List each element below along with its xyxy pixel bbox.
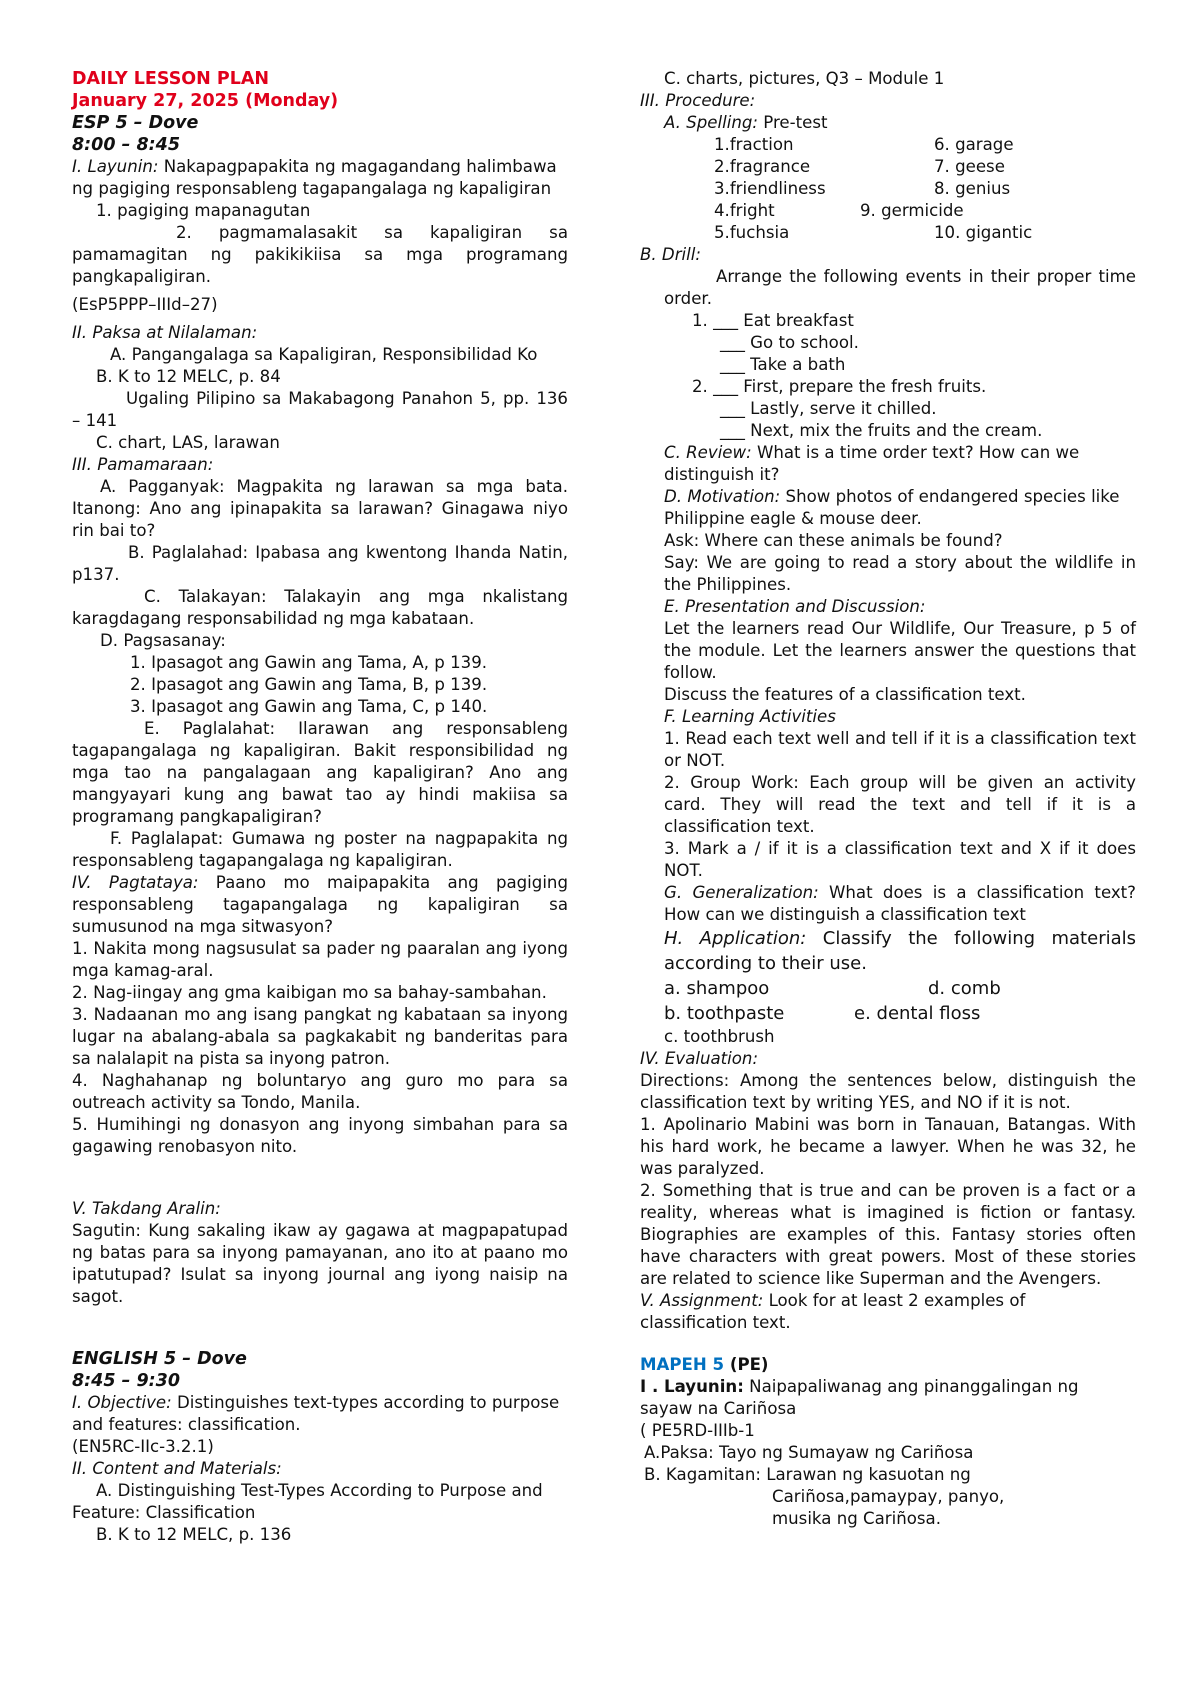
english-objective [72,1392,568,1436]
esp-pam-a: A. Pagganyak: Magpakita ng larawan sa mga bata. Itanong: Ano ang ipinapakita sa larawan? Ginagawa niyo rin bai to? [72,477,568,540]
english-learning-activities-label: F. Learning Activities [664,707,836,726]
english-say: Say: We are going to read a story about the wildlife in the Philippines. [664,553,1136,594]
english-review [640,442,1136,486]
english-ask: Ask: Where can these animals be found? [664,531,1003,550]
english-content-c: C. charts, pictures, Q3 – Module 1 [664,69,945,88]
spelling-row [640,156,1136,178]
esp-pagtataya [72,872,568,938]
esp-pam-d1: 1. Ipasagot ang Gawin ang Tama, A, p 139. [130,653,488,672]
esp-sit-1: 1. Nakita mong nagsusulat sa pader ng paaralan ang iyong mga kamag-aral. [72,939,568,980]
esp-sit-4: 4. Naghahanap ng boluntaryo ang guro mo para sa outreach activity sa Tondo, Manila. [72,1071,568,1112]
spelling-word: 6. garage [934,135,1014,154]
english-application-text: Classify the following materials according to their use. [664,928,1136,974]
english-eval-1: 1. Apolinario Mabini was born in Tanauan, Batangas. With his hard work, he became a lawyer. When he was 32, he was paralyzed. [640,1115,1136,1178]
english-code: (EN5RC-IIc-3.2.1) [72,1437,214,1456]
document-title: DAILY LESSON PLAN [72,69,270,89]
english-subject: ENGLISH 5 – Dove [72,1349,247,1369]
english-generalization-text: What does is a classification text? How can we distinguish a classification text [664,883,1136,924]
spelling-word: 9. germicide [860,201,964,220]
application-item: c. toothbrush [664,1027,775,1046]
english-drill-1b: ___ Go to school. [720,333,859,352]
mapeh-kagamitan-3: musika ng Cariñosa. [772,1509,941,1528]
english-motivation [640,486,1136,530]
english-generalization-label: G. Generalization: [664,883,819,902]
english-drill-2c: ___ Next, mix the fruits and the cream. [720,421,1043,440]
esp-layunin-2: 2. pagmamalasakit sa kapaligiran sa pamamagitan ng pakikikiisa sa mga programang pangkapaligiran. [72,223,568,286]
english-drill-2a: 2. ___ First, prepare the fresh fruits. [692,377,987,396]
spelling-row [640,200,1136,222]
esp-time: 8:00 – 8:45 [72,135,180,155]
english-spelling-label: A. Spelling: [664,113,758,132]
application-item: b. toothpaste [664,1003,785,1024]
esp-pam-d: D. Pagsasanay: [100,631,226,650]
english-application-label: H. Application: [664,928,807,949]
mapeh-subject [640,1354,1136,1376]
spelling-row [640,178,1136,200]
esp-layunin-label: I. Layunin: [72,157,159,176]
english-motivation-label: D. Motivation: [664,487,781,506]
esp-pagtataya-label: IV. Pagtataya: [72,873,199,892]
spelling-word: 8. genius [934,179,1011,198]
esp-subject: ESP 5 – Dove [72,113,199,133]
english-review-label: C. Review: [664,443,752,462]
spelling-row [640,134,1136,156]
english-content-label: II. Content and Materials: [72,1459,282,1478]
english-content-b: B. K to 12 MELC, p. 136 [96,1525,292,1544]
application-item: e. dental floss [854,1003,981,1024]
mapeh-subject-name: MAPEH 5 [640,1355,725,1374]
spelling-word: 4.fright [714,201,775,220]
english-la-2: 2. Group Work: Each group will be given an activity card. They will read the text and tell if it is a classification text. [664,773,1136,836]
english-generalization [640,882,1136,926]
english-objective-text: Distinguishes text-types according to purpose and features: classification. [72,1393,560,1434]
esp-layunin [72,156,568,200]
english-application [640,926,1136,976]
spelling-word: 10. gigantic [934,223,1033,242]
esp-pam-f: F. Paglalapat: Gumawa ng poster na nagpapakita ng responsableng tagapangalaga ng kapaligiran. [72,829,568,870]
spelling-word: 2.fragrance [714,157,811,176]
english-la-3: 3. Mark a / if it is a classification text and X if it does NOT. [664,839,1136,880]
esp-pam-d2: 2. Ipasagot ang Gawin ang Tama, B, p 139. [130,675,488,694]
english-drill-label: B. Drill: [640,245,701,264]
esp-code: (EsP5PPP–IIId–27) [72,295,218,314]
english-drill-2b: ___ Lastly, serve it chilled. [720,399,937,418]
english-motivation-text: Show photos of endangered species like Philippine eagle & mouse deer. [664,487,1120,528]
esp-pam-d3: 3. Ipasagot ang Gawin ang Tama, C, p 140. [130,697,488,716]
english-presentation-label: E. Presentation and Discussion: [664,597,926,616]
spelling-word: 5.fuchsia [714,223,790,242]
mapeh-code: ( PE5RD-IIIb-1 [640,1421,755,1440]
mapeh-layunin-label: I . Layunin: [640,1377,744,1396]
mapeh-kagamitan-2: Cariñosa,pamaypay, panyo, [772,1487,1005,1506]
esp-sit-2: 2. Nag-iingay ang gma kaibigan mo sa bahay-sambahan. [72,983,547,1002]
application-item: a. shampoo [664,978,770,999]
english-time: 8:45 – 9:30 [72,1371,180,1391]
esp-layunin-1: 1. pagiging mapanagutan [96,201,311,220]
mapeh-layunin-text: Naipapaliwanag ang pinanggalingan ng sayaw na Cariñosa [640,1377,1079,1418]
mapeh-paksa: A.Paksa: Tayo ng Sumayaw ng Cariñosa [644,1443,974,1462]
application-item: d. comb [928,978,1001,999]
english-objective-label: I. Objective: [72,1393,172,1412]
english-procedure-label: III. Procedure: [640,91,756,110]
spelling-row [640,222,1136,244]
left-column [72,68,568,1546]
english-eval-2: 2. Something that is true and can be proven is a fact or a reality, whereas what is imagined is fiction or fantasy. Biographies are examples of this. Fantasy stories often have characters with great powers. Most of these stories are related to science like Superman and the Avengers. [640,1181,1136,1288]
esp-takdang-text: Sagutin: Kung sakaling ikaw ay gagawa at magpapatupad ng batas para sa inyong pamayanan, ano ito at paano mo ipatutupad? Isulat sa inyong journal ang iyong naisip na sagot. [72,1221,568,1306]
english-spelling-text: Pre-test [757,113,828,132]
application-row [640,1001,1136,1026]
english-spelling [640,112,1136,134]
esp-sit-5: 5. Humihingi ng donasyon ang inyong simbahan para sa gagawing renobasyon nito. [72,1115,568,1156]
esp-pam-b: B. Paglalahad: Ipabasa ang kwentong Ihanda Natin, p137. [72,543,568,584]
mapeh-kagamitan-label: B. Kagamitan [644,1465,756,1484]
english-assignment-label: V. Assignment: [640,1291,764,1310]
english-evaluation-text: Directions: Among the sentences below, distinguish the classification text by writing YES, and NO if it is not. [640,1071,1136,1112]
english-evaluation-label: IV. Evaluation: [640,1049,759,1068]
english-presentation-text: Let the learners read Our Wildlife, Our Treasure, p 5 of the module. Let the learners answer the questions that follow. [664,619,1136,682]
esp-pam-e: E. Paglalahat: Ilarawan ang responsableng tagapangalaga ng kapaligiran. Bakit responsibilidad ng mga tao na pangalagaan ang kapaligiran? Ano ang mangyayari kung ang bawat tao ay hindi makiisa sa programang pangkapaligiran? [72,719,568,826]
esp-paksa-c: C. chart, LAS, larawan [96,433,280,452]
mapeh-kagamitan [640,1464,1136,1486]
esp-pagtataya-text: Paano mo maipapakita ang pagiging responsableng tagapangalaga ng kapaligiran sa sumusunod na mga sitwasyon? [72,873,568,936]
english-la-1: 1. Read each text well and tell if it is a classification text or NOT. [664,729,1136,770]
esp-paksa-label: II. Paksa at Nilalaman: [72,323,258,342]
english-content-a: A. Distinguishing Test-Types According to Purpose and Feature: Classification [72,1481,543,1522]
english-assignment [640,1290,1136,1334]
esp-pamamaraan-label: III. Pamamaraan: [72,455,214,474]
english-presentation-text2: Discuss the features of a classification text. [664,685,1026,704]
esp-pam-c: C. Talakayan: Talakayin ang mga nkalistang karagdagang responsabilidad ng mga kabataan. [72,587,568,628]
application-row [640,976,1136,1001]
esp-paksa-b: B. K to 12 MELC, p. 84 [96,367,281,386]
mapeh-subject-tag: (PE) [724,1355,769,1374]
right-column [640,68,1136,1530]
esp-paksa-a: A. Pangangalaga sa Kapaligiran, Responsibilidad Ko [110,345,538,364]
mapeh-layunin [640,1376,1136,1420]
lesson-date: January 27, 2025 (Monday) [72,91,339,111]
english-review-text: What is a time order text? How can we distinguish it? [664,443,1080,484]
english-drill-text: Arrange the following events in their proper time order. [664,267,1136,308]
english-assignment-text: Look for at least 2 examples of classification text. [640,1291,1026,1332]
esp-layunin-text: Nakapagpapakita ng magagandang halimbawa ng pagiging responsableng tagapangalaga ng kapaligiran [72,157,557,198]
spelling-word: 3.friendliness [714,179,826,198]
esp-takdang-label: V. Takdang Aralin: [72,1199,221,1218]
esp-sit-3: 3. Nadaanan mo ang isang pangkat ng kabataan sa inyong lugar na abalang-abala sa pagkakabit ng banderitas para sa nalalapit na pista sa inyong patron. [72,1005,568,1068]
english-drill-1a: 1. ___ Eat breakfast [692,311,854,330]
spelling-word: 7. geese [934,157,1005,176]
spelling-word: 1.fraction [714,135,794,154]
english-drill-1c: ___ Take a bath [720,355,846,374]
mapeh-kagamitan-text: : Larawan ng kasuotan ng [755,1465,971,1484]
esp-paksa-b2: Ugaling Pilipino sa Makabagong Panahon 5, pp. 136 – 141 [72,389,568,430]
